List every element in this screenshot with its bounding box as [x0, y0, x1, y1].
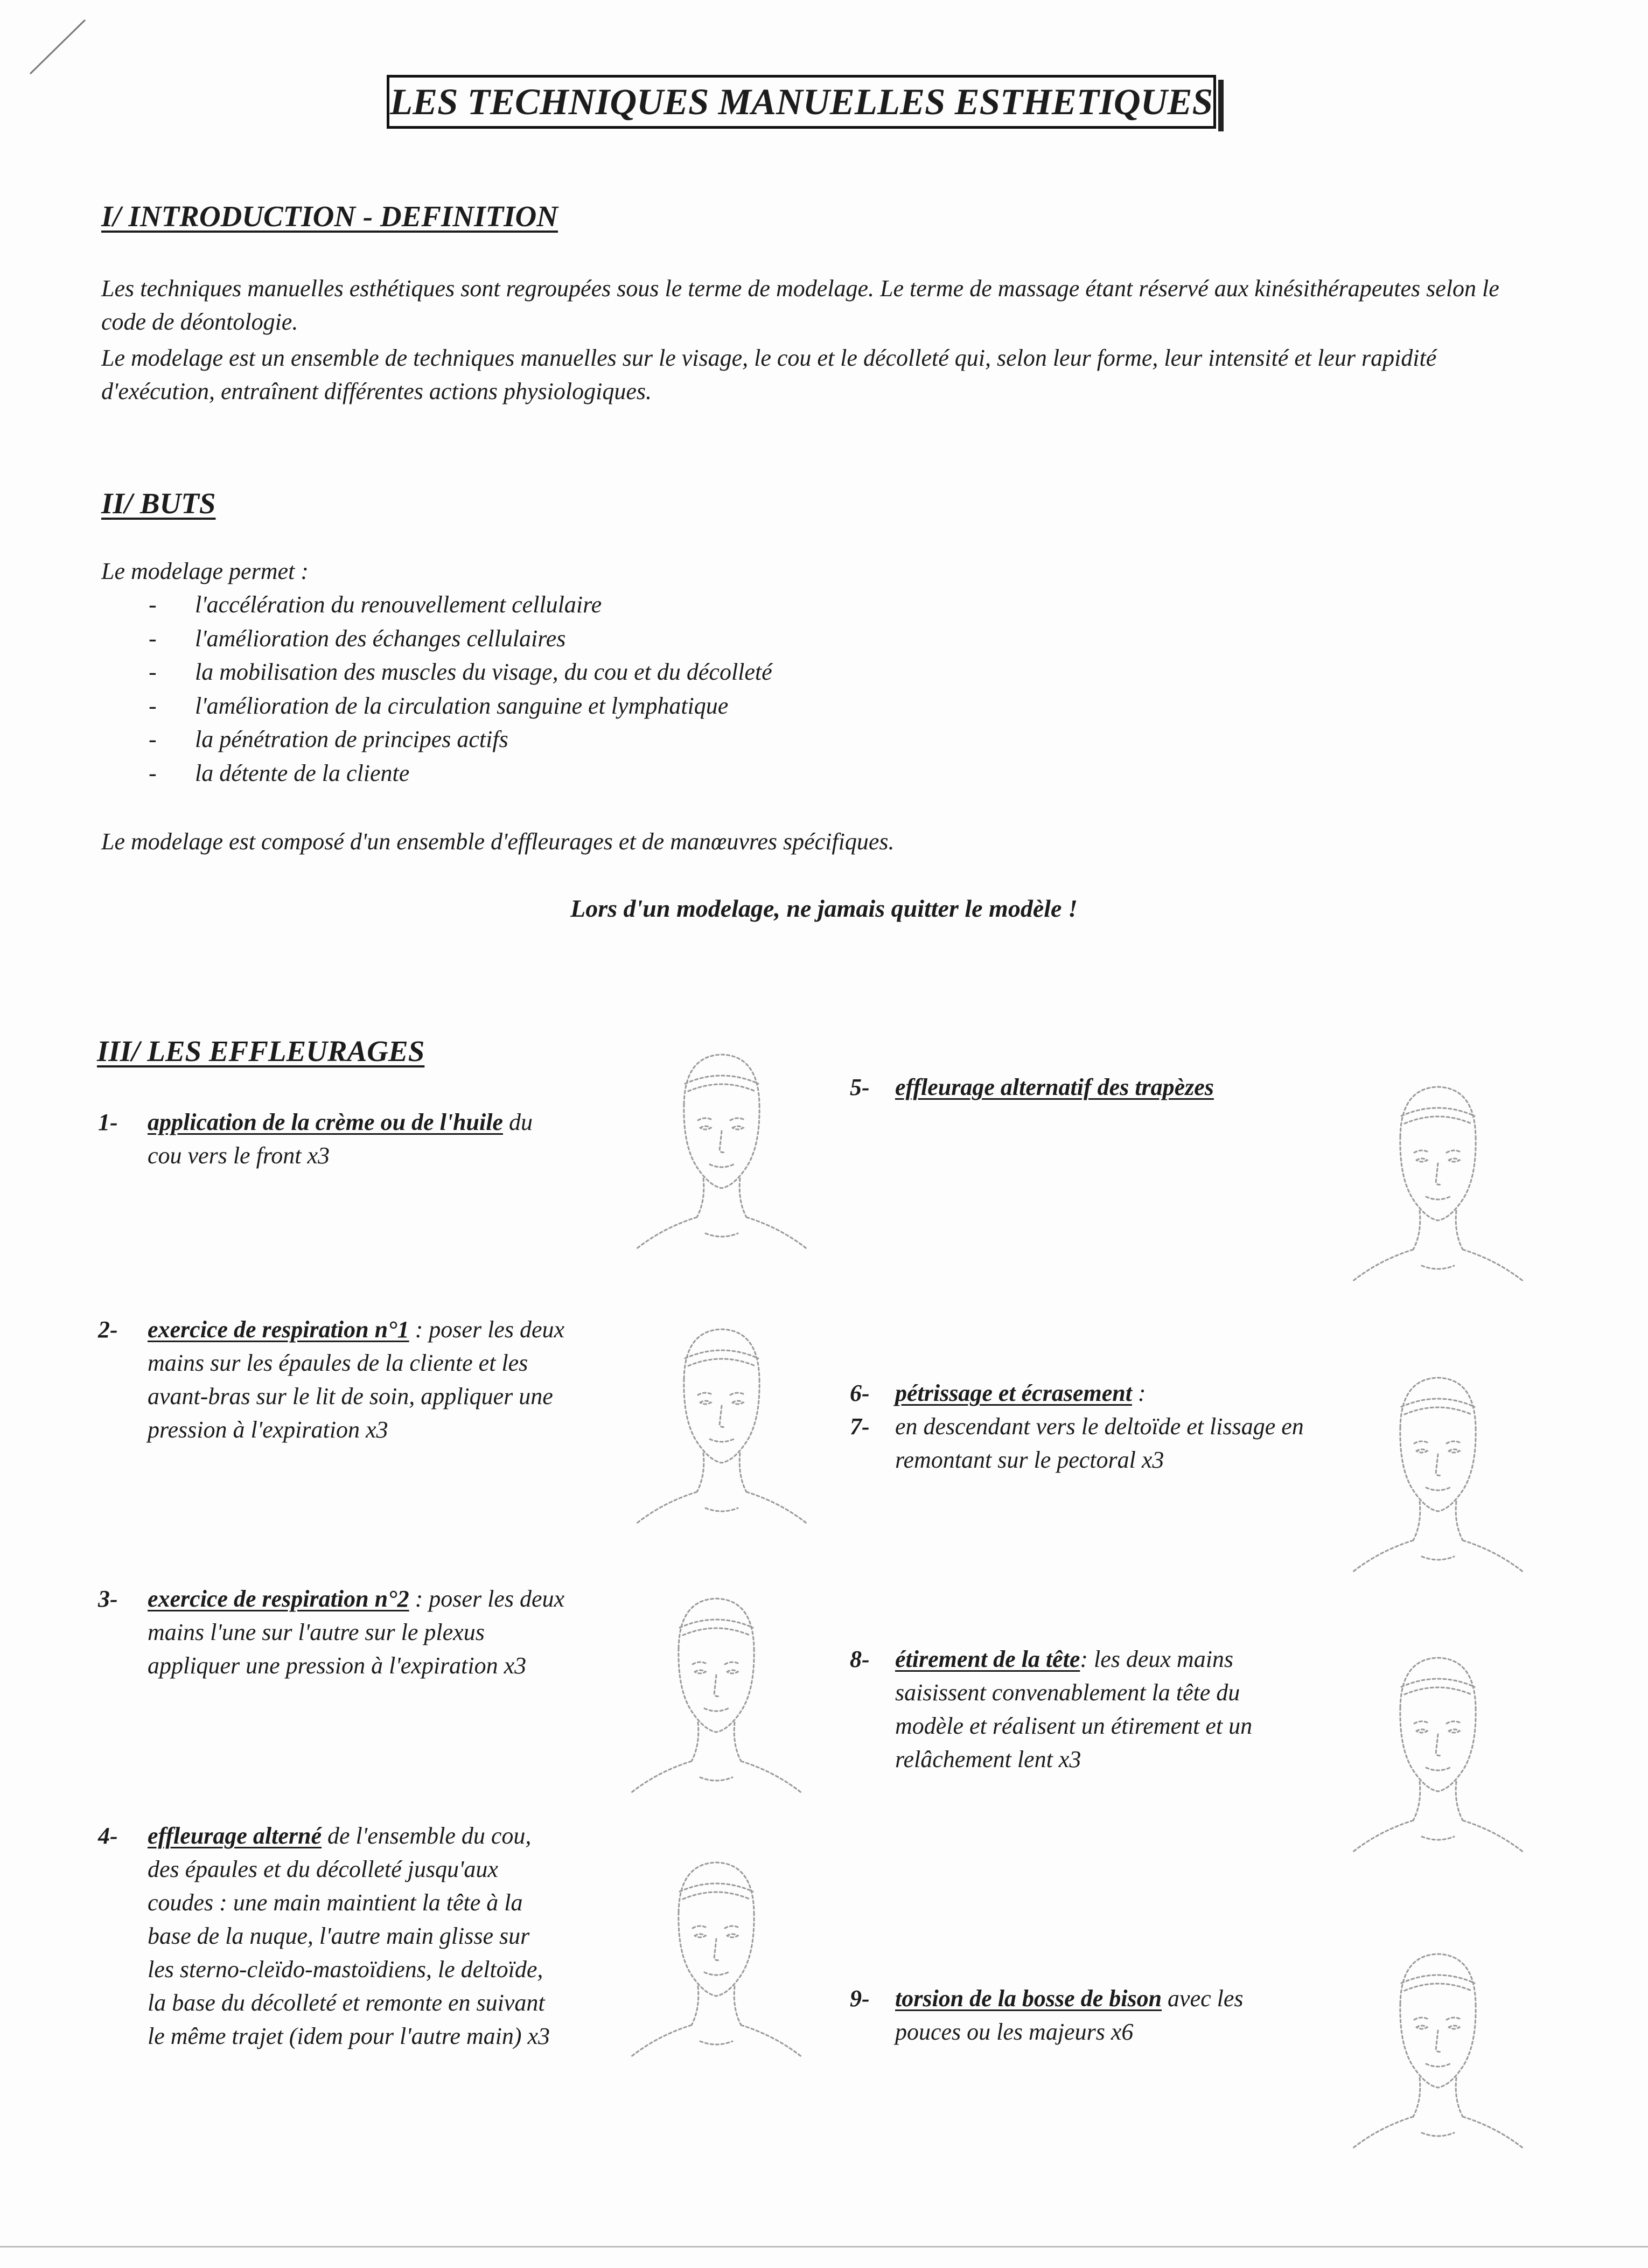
step-label: application de la crème ou de l'huile [148, 1109, 503, 1135]
face-illustration-1 [625, 1039, 819, 1266]
face-illustration-8 [1341, 1939, 1535, 2165]
list-item: - la mobilisation des muscles du visage, du cou et du décolleté [124, 655, 772, 689]
face-illustration-2 [625, 1314, 819, 1540]
step-number: 2- [98, 1316, 118, 1343]
step-number: 1- [98, 1109, 118, 1135]
step-label: exercice de respiration n°1 [148, 1316, 409, 1343]
face-outline-icon [1341, 1939, 1535, 2165]
warning-note: Lors d'un modelage, ne jamais quitter le modèle ! [570, 895, 1078, 922]
list-item: - la détente de la cliente [124, 757, 772, 791]
buts-composition: Le modelage est composé d'un ensemble d'effleurages et de manœuvres spécifiques. [101, 828, 895, 855]
face-outline-icon [1341, 1643, 1535, 1869]
buts-intro: Le modelage permet : [101, 558, 309, 584]
step-text: : poser les deux mains sur les épaules de la cliente et les avant-bras sur le lit de soin, appliquer une pression à l'expiration x3 [148, 1316, 565, 1443]
section-heading-buts: II/ BUTS [101, 487, 216, 520]
pen-stroke-mark [27, 13, 92, 78]
step-number: 9- [850, 1985, 870, 2012]
list-item: - l'amélioration des échanges cellulaires [124, 622, 772, 656]
step-number: 8- [850, 1646, 870, 1672]
step-number: 5- [850, 1074, 870, 1100]
face-outline-icon [619, 1583, 813, 1810]
title-box-shadow [1218, 80, 1224, 131]
step-number: 4- [98, 1823, 118, 1849]
step-number: 3- [98, 1586, 118, 1612]
step-label: pétrissage et écrasement [895, 1380, 1132, 1406]
step-text: avec les pouces ou les majeurs x6 [895, 1985, 1244, 2045]
step-label: torsion de la bosse de bison [895, 1985, 1162, 2012]
step-label: effleurage alternatif des trapèzes [895, 1074, 1214, 1100]
step-text: : les deux mains saisissent convenablement la tête du modèle et réalisent un étirement et un relâchement lent x3 [895, 1646, 1253, 1772]
section-heading-effleurages: III/ LES EFFLEURAGES [97, 1035, 425, 1067]
introduction-paragraph-1: Les techniques manuelles esthétiques sont regroupées sous le terme de modelage. Le terme de massage étant réservé aux kinésithérapeutes selon le code de déontologie. [101, 275, 1499, 335]
face-outline-icon [625, 1039, 819, 1266]
face-outline-icon [1341, 1363, 1535, 1589]
face-outline-icon [619, 1847, 813, 2074]
page-bottom-rule [0, 2246, 1648, 2248]
section-heading-introduction: I/ INTRODUCTION - DEFINITION [101, 200, 558, 233]
step-label: exercice de respiration n°2 [148, 1586, 409, 1612]
step-label: effleurage alterné [148, 1823, 322, 1849]
buts-list [124, 588, 772, 790]
list-item: - la pénétration de principes actifs [124, 723, 772, 757]
face-illustration-7 [1341, 1643, 1535, 1869]
face-outline-icon [625, 1314, 819, 1540]
list-item: - l'accélération du renouvellement cellulaire [124, 588, 772, 622]
step-text: de l'ensemble du cou, des épaules et du décolleté jusqu'aux coudes : une main maintient la tête à la base de la nuque, l'autre main glisse sur les sterno-cleïdo-mastoïdiens, le deltoïde, la base du décolleté et remonte en suivant le même trajet (idem pour l'autre main) x3 [148, 1823, 550, 2049]
page-title: LES TECHNIQUES MANUELLES ESTHETIQUES [387, 75, 1216, 129]
step-text: : [1132, 1380, 1146, 1406]
face-illustration-6 [1341, 1363, 1535, 1589]
face-illustration-5 [1341, 1072, 1535, 1298]
step-text: du cou vers le front x3 [148, 1109, 533, 1169]
step-number: 7- [850, 1413, 870, 1440]
face-outline-icon [1341, 1072, 1535, 1298]
step-number: 6- [850, 1380, 870, 1406]
step-text: en descendant vers le deltoïde et lissage en remontant sur le pectoral x3 [895, 1413, 1304, 1473]
face-illustration-3 [619, 1583, 813, 1810]
step-label: étirement de la tête [895, 1646, 1080, 1672]
step-text: : poser les deux mains l'une sur l'autre sur le plexus appliquer une pression à l'expiration x3 [148, 1586, 565, 1679]
face-illustration-4 [619, 1847, 813, 2074]
introduction-paragraph-2: Le modelage est un ensemble de techniques manuelles sur le visage, le cou et le décolleté qui, selon leur forme, leur intensité et leur rapidité d'exécution, entraînent différentes actions physiologiques. [101, 345, 1437, 404]
list-item: - l'amélioration de la circulation sanguine et lymphatique [124, 689, 772, 723]
